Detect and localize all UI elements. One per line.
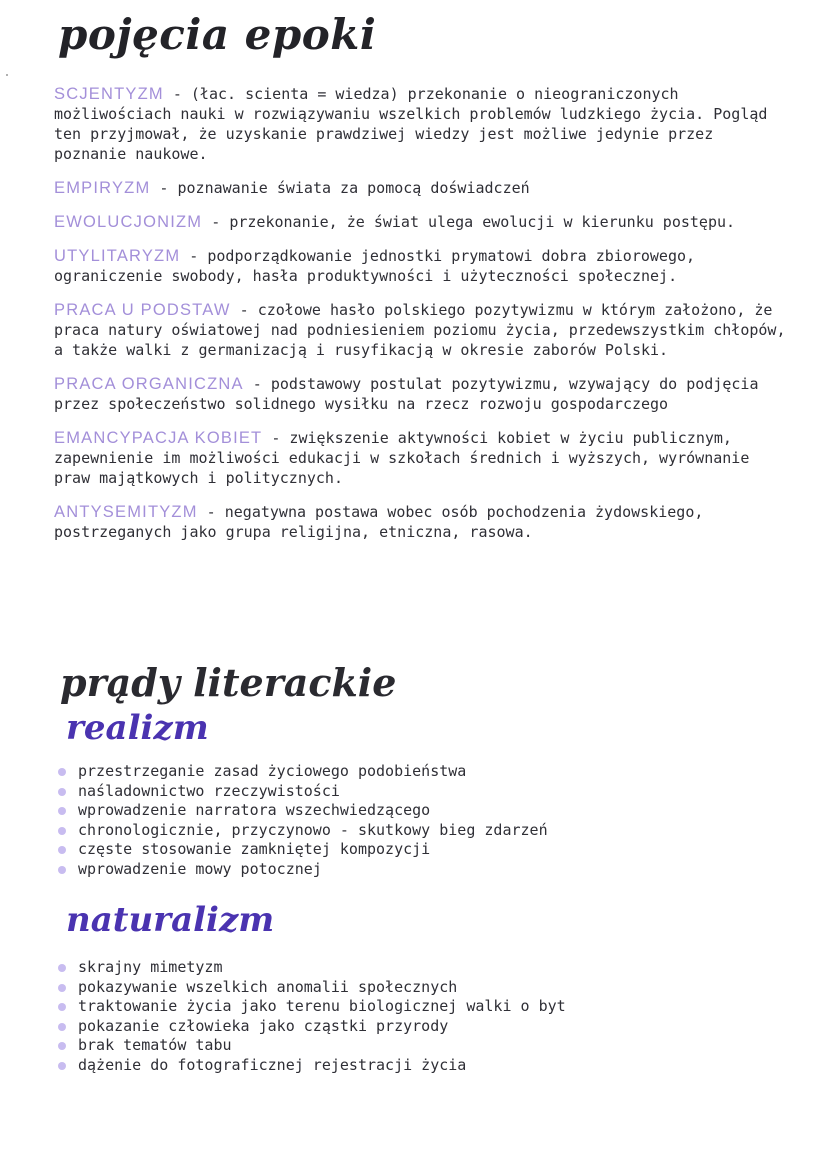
definition-utylitaryzm (54, 246, 794, 286)
list-item (58, 958, 566, 978)
bullet-icon (58, 827, 66, 835)
definition-emancypacja-kobiet (54, 428, 794, 488)
list-item (58, 782, 548, 802)
list-item-text: wprowadzenie mowy potocznej (78, 859, 322, 878)
list-item (58, 821, 548, 841)
definition-praca-organiczna (54, 374, 794, 414)
bullet-icon (58, 1062, 66, 1070)
list-item (58, 860, 548, 880)
definition-text: - podporządkowanie jednostki prymatowi dobra zbiorowego, ograniczenie swobody, hasła produktywności i użyteczności społecznej. (54, 247, 696, 285)
list-item (58, 840, 548, 860)
bullet-icon (58, 1003, 66, 1011)
bullet-icon (58, 788, 66, 796)
bullet-icon (58, 1042, 66, 1050)
term-label: EMANCYPACJA KOBIET (54, 429, 263, 447)
naturalizm-list (58, 958, 566, 1075)
definition-text: - czołowe hasło polskiego pozytywizmu w którym założono, że praca natury oświatowej nad podniesieniem poziomu życia, przedewszystkim chłopów, a także walki z germanizacją i rusyfikacją w okresie zaborów Polski. (54, 301, 786, 359)
list-item (58, 1056, 566, 1076)
term-label: UTYLITARYZM (54, 247, 181, 265)
stray-mark (6, 74, 8, 76)
list-item-text: chronologicznie, przyczynowo - skutkowy bieg zdarzeń (78, 820, 548, 839)
bullet-icon (58, 768, 66, 776)
list-item-text: brak tematów tabu (78, 1036, 232, 1054)
definitions-list (54, 84, 794, 556)
page-title: pojęcia epoki (58, 10, 377, 59)
definition-text: - podstawowy postulat pozytywizmu, wzywający do podjęcia przez społeczeństwo solidnego wysiłku na rzecz rozwoju gospodarczego (54, 375, 759, 413)
list-item-text: pokazywanie wszelkich anomalii społecznych (78, 977, 458, 996)
bullet-icon (58, 1023, 66, 1031)
term-label: EWOLUCJONIZM (54, 213, 203, 231)
term-label: SCJENTYZM (54, 85, 164, 103)
definition-praca-u-podstaw (54, 300, 794, 360)
term-label: PRACA U PODSTAW (54, 301, 231, 319)
list-item (58, 1017, 566, 1037)
definition-text: - negatywna postawa wobec osób pochodzenia żydowskiego, postrzeganych jako grupa religijna, etniczna, rasowa. (54, 503, 704, 541)
list-item (58, 762, 548, 782)
list-item (58, 1036, 566, 1056)
list-item-text: skrajny mimetyzm (78, 958, 223, 976)
term-label: PRACA ORGANICZNA (54, 375, 244, 393)
list-item-text: naśladownictwo rzeczywistości (78, 781, 340, 800)
list-item-text: przestrzeganie zasad życiowego podobieństwa (78, 762, 467, 780)
definition-ewolucjonizm (54, 212, 794, 232)
list-item-text: traktowanie życia jako terenu biologicznej walki o byt (78, 997, 566, 1015)
term-label: ANTYSEMITYZM (54, 503, 198, 521)
list-item-text: wprowadzenie narratora wszechwiedzącego (78, 801, 431, 819)
definition-text: - przekonanie, że świat ulega ewolucji w kierunku postępu. (202, 213, 736, 231)
definition-empiryzm (54, 178, 794, 198)
bullet-icon (58, 807, 66, 815)
naturalizm-heading: naturalizm (66, 900, 275, 940)
list-item (58, 801, 548, 821)
list-item-text: dążenie do fotograficznej rejestracji życia (78, 1055, 467, 1074)
definition-text: - (łac. scienta = wiedza) przekonanie o nieograniczonych możliwościach nauki w rozwiązywaniu wszelkich problemów ludzkiego życia. Pogląd ten przyjmował, że uzyskanie prawdziwej wiedzy jest możliwe jedynie przez poznanie naukowe. (54, 85, 768, 163)
list-item (58, 978, 566, 998)
realizm-heading: realizm (66, 708, 209, 748)
definition-scjentyzm (54, 84, 794, 164)
definition-text: - poznawanie świata za pomocą doświadczeń (150, 179, 530, 197)
bullet-icon (58, 846, 66, 854)
list-item-text: pokazanie człowieka jako cząstki przyrody (78, 1016, 449, 1035)
definition-text: - zwiększenie aktywności kobiet w życiu publicznym, zapewnienie im możliwości edukacji w szkołach średnich i wyższych, wyrównanie praw majątkowych i politycznych. (54, 429, 750, 487)
bullet-icon (58, 964, 66, 972)
list-item-text: częste stosowanie zamkniętej kompozycji (78, 840, 431, 858)
section-title: prądy literackie (60, 660, 397, 705)
term-label: EMPIRYZM (54, 179, 151, 197)
bullet-icon (58, 984, 66, 992)
realizm-list (58, 762, 548, 879)
list-item (58, 997, 566, 1017)
bullet-icon (58, 866, 66, 874)
definition-antysemityzm (54, 502, 794, 542)
